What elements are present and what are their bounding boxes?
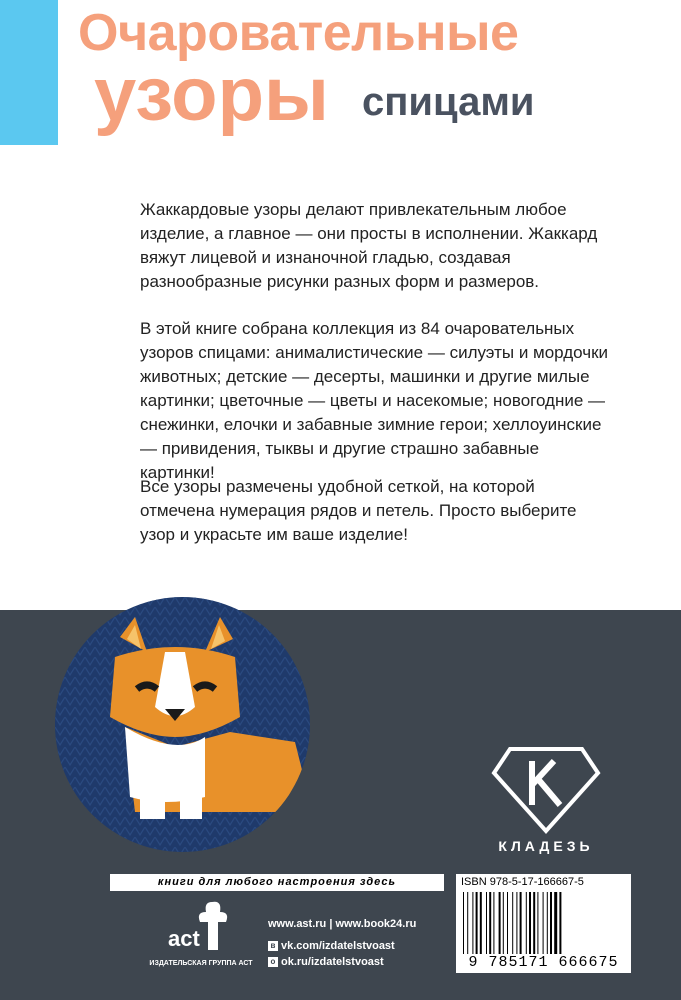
ast-logo-text: act: [168, 926, 200, 951]
vk-icon: в: [268, 941, 278, 951]
ast-caption: ИЗДАТЕЛЬСКАЯ ГРУППА АСТ: [149, 960, 253, 967]
barcode-bar: [463, 892, 464, 954]
barcode-bar: [507, 892, 508, 954]
description-paragraph-3: Все узоры размечены удобной сеткой, на которой отмечена нумерация рядов и петель. Просто выберите узор и украсьте им ваше изделие!: [140, 477, 577, 544]
barcode-bar: [547, 892, 548, 954]
barcode-bar: [526, 892, 527, 954]
ast-logo: [162, 898, 234, 958]
barcode-bar: [472, 892, 473, 954]
barcode-bar: [550, 892, 552, 954]
barcode-bar: [529, 892, 531, 954]
title-line-3: спицами: [362, 80, 535, 124]
website-links[interactable]: www.ast.ru | www.book24.ru: [268, 918, 417, 930]
accent-bar: [0, 0, 58, 145]
vk-link-text: vk.com/izdatelstvoast: [281, 940, 395, 952]
barcode-bar: [512, 892, 513, 954]
description-paragraph-1: Жаккардовые узоры делают привлекательным любое изделие, а главное — они просты в исполнении. Жаккард вяжут лицевой и изнаночной гладью, создавая разнообразные рисунки разных форм и размеров.: [140, 200, 598, 291]
barcode-bar: [493, 892, 494, 954]
barcode-bar: [480, 892, 482, 954]
description-paragraph-2: В этой книге собрана коллекция из 84 очаровательных узоров спицами: анималистические — силуэты и мордочки животных; детские — десерты, машинки и другие милые картинки; цветочные — цветы и насекомые; новогодние — снежинки, елочки и забавные зимние герои; хеллоуинские — привидения, тыквы и другие страшно забавные картинки!: [140, 319, 609, 482]
isbn-barcode-box: [456, 874, 631, 973]
barcode-bar: [533, 892, 535, 954]
barcode-bar: [543, 892, 544, 954]
corgi-knit-icon: [55, 597, 310, 852]
title-line-2: узоры: [94, 52, 329, 137]
barcode-bar: [516, 892, 517, 954]
barcode-bar: [476, 892, 478, 954]
title-line-1: Очаровательные: [78, 4, 519, 62]
ok-link[interactable]: [268, 956, 384, 968]
barcode-bar: [503, 892, 504, 954]
barcode-bar: [520, 892, 522, 954]
barcode: [461, 892, 626, 954]
isbn-digits: 9 785171 666675: [468, 954, 619, 971]
barcode-bar: [467, 892, 468, 954]
ok-icon: о: [268, 957, 278, 967]
kladez-diamond-k-icon: [490, 745, 602, 835]
isbn-label: ISBN 978-5-17-166667-5: [461, 876, 584, 888]
barcode-bar: [559, 892, 561, 954]
barcode-bar: [486, 892, 487, 954]
barcode-bar: [489, 892, 491, 954]
vk-link[interactable]: [268, 940, 395, 952]
barcode-bar: [554, 892, 557, 954]
kladez-label: КЛАДЕЗЬ: [498, 838, 594, 854]
slogan: книги для любого настроения здесь: [110, 874, 444, 891]
barcode-bar: [499, 892, 501, 954]
ok-link-text: ok.ru/izdatelstvoast: [281, 956, 384, 968]
barcode-bar: [537, 892, 538, 954]
